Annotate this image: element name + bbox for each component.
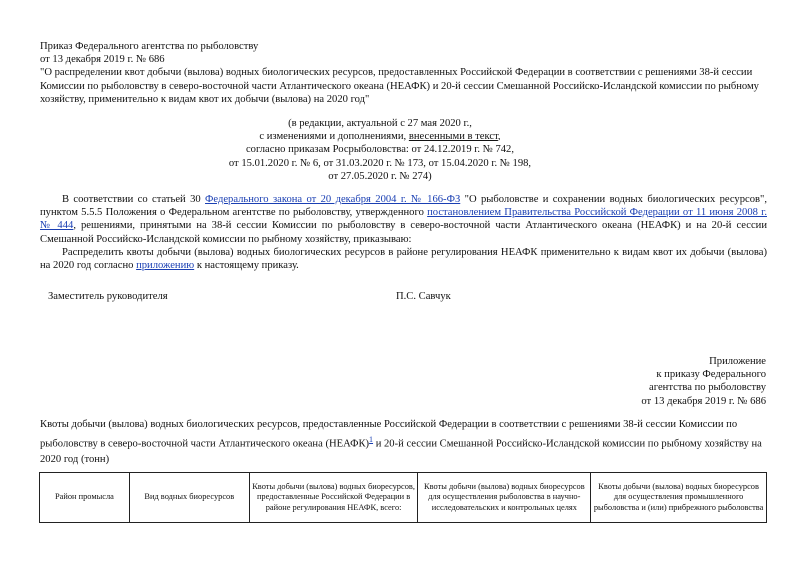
column-header-research-quota: Квоты добычи (вылова) водных биоресурсов для осуществления рыболовства в научно-исследовательских и контрольных целях: [418, 473, 591, 523]
body-paragraph-2: [40, 246, 767, 272]
editorial-line-2: [200, 130, 560, 143]
body-text: В соответствии со статьей 30: [62, 194, 206, 205]
table-title: [40, 417, 767, 467]
column-header-total-quota: Квоты добычи (вылова) водных биоресурсов, предоставленные Российской Федерации в районе регулирования НЕАФК, всего:: [249, 473, 418, 523]
body-text: Распределить квоты добычи (вылова) водных биологических ресурсов в районе регулирования НЕАФК применительно к видам квот их добычи (вылова) на 2020 год согласно: [40, 246, 767, 272]
order-body: [40, 193, 767, 272]
order-title: "О распределении квот добычи (вылова) водных биологических ресурсов, предоставленных Российской Федерации в соответствии с решениями 38-й сессии Комиссии по рыболовству в северо-восточной части Атлантического океана (НЕАФК) и 20-й сессии Смешанной Российско-Исландской комиссии по рыбному хозяйству, применительно к видам квот их добычи (вылова) на 2020 год": [40, 67, 759, 105]
body-paragraph-1: [40, 193, 767, 246]
signatory-position: Заместитель руководителя: [48, 291, 168, 302]
table-header-row: [40, 473, 767, 523]
order-issuer: Приказ Федерального агентства по рыболовству: [40, 41, 259, 52]
editorial-note: [200, 117, 560, 183]
body-text: к настоящему приказу.: [194, 260, 299, 272]
appendix-link[interactable]: приложению: [136, 260, 195, 272]
table-title-text: Квоты добычи (вылова) водных биологических ресурсов, предоставленные Российской Федерации в соответствии с решениями 38-й сессии Комиссии по рыболовству в северо-восточной части Атлантического океана (НЕАФК): [40, 419, 738, 450]
document-header: [40, 40, 770, 106]
appendix-line-4: от 13 декабря 2019 г. № 686: [641, 395, 766, 407]
editorial-line-3: согласно приказам Росрыболовства: от 24.12.2019 г. № 742,: [245, 144, 515, 156]
signatory-name: П.С. Савчук: [396, 291, 451, 302]
editorial-text: с изменениями и дополнениями,: [259, 131, 407, 143]
column-header-commercial-quota: Квоты добычи (вылова) водных биоресурсов для осуществления промышленного рыболовства и (или) прибрежного рыболовства: [591, 473, 767, 523]
editorial-punct: ,: [497, 131, 501, 143]
order-date: от 13 декабря 2019 г. № 686: [40, 54, 165, 66]
appendix-line-1: Приложение: [709, 356, 766, 367]
amendments-link[interactable]: внесенными в текст: [408, 131, 498, 143]
footnote-link[interactable]: 1: [369, 435, 374, 444]
federal-law-link[interactable]: Федерального закона от 20 декабря 2004 г. № 166-ФЗ: [205, 194, 461, 205]
editorial-line-5: от 27.05.2020 г. № 274): [328, 170, 432, 182]
appendix-line-2: к приказу Федерального: [656, 369, 766, 381]
appendix-header: [641, 355, 766, 408]
table-title-text: и 20-й сессии Смешанной Российско-Исландской комиссии по рыбному хозяйству на 2020 год (тонн): [40, 438, 762, 465]
body-text: "О рыболовстве и сохранении водных биологических ресурсов", пунктом 5.5.5 Положения о Федеральном агентстве по рыболовству, утвержденного: [40, 194, 767, 219]
appendix-line-3: агентства по рыболовству: [649, 382, 766, 394]
editorial-line-1: (в редакции, актуальной с 27 мая 2020 г.,: [288, 118, 472, 129]
column-header-species: Вид водных биоресурсов: [129, 473, 249, 523]
government-decree-link[interactable]: постановлением Правительства Российской Федерации от 11 июня 2008 г. № 444: [40, 207, 767, 232]
body-text: , решениями, принятыми на 38-й сессии Комиссии по рыболовству в северо-восточной части Атлантического океана (НЕАФК) и на 20-й сессии Смешанной Российско-Исландской комиссии по рыбному хозяйству, приказываю:: [40, 220, 768, 245]
column-header-area: Район промысла: [40, 473, 130, 523]
quota-table: [39, 472, 767, 523]
editorial-line-4: от 15.01.2020 г. № 6, от 31.03.2020 г. № 173, от 15.04.2020 г. № 198,: [228, 157, 532, 169]
